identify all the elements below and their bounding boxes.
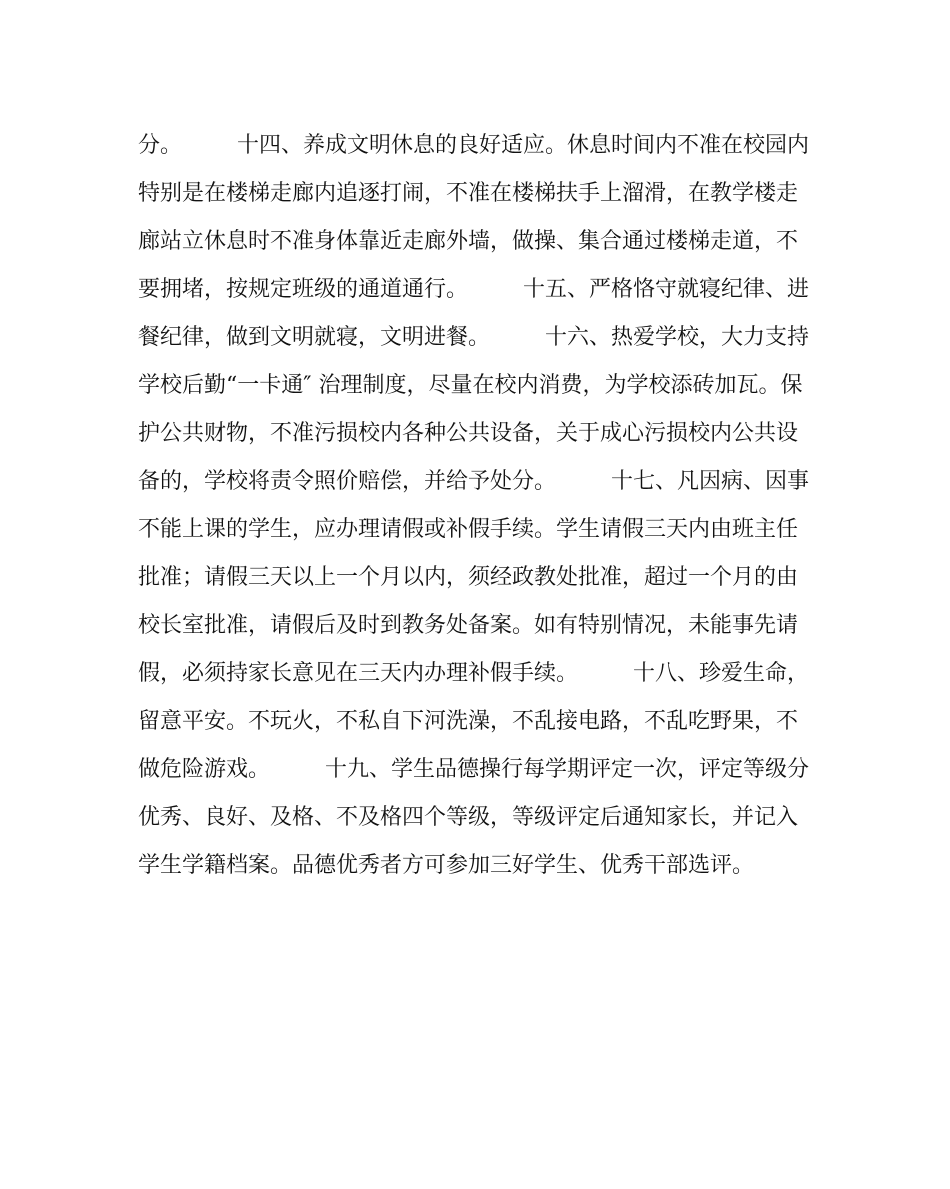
text-line: 留意平安。不玩火，不私自下河洗澡，不乱接电路，不乱吃野果，不 xyxy=(138,709,799,734)
text-line: 特别是在楼梯走廊内追逐打闹，不准在楼梯扶手上溜滑，在教学楼走 xyxy=(138,181,799,206)
text-line: 不能上课的学生，应办理请假或补假手续。学生请假三天内由班主任 xyxy=(138,517,799,542)
text-line: 护公共财物，不准污损校内各种公共设备，关于成心污损校内公共设 xyxy=(138,421,799,446)
text-line: 廊站立休息时不准身体靠近走廊外墙，做操、集合通过楼梯走道，不 xyxy=(138,229,799,254)
text-line: 学生学籍档案。品德优秀者方可参加三好学生、优秀干部选评。 xyxy=(138,853,755,878)
text-line: 做危险游戏。 十九、学生品德操行每学期评定一次，评定等级分 xyxy=(138,757,810,782)
text-line: 假，必须持家长意见在三天内办理补假手续。 十八、珍爱生命， xyxy=(138,661,810,686)
text-line: 批准；请假三天以上一个月以内，须经政教处批准，超过一个月的由 xyxy=(138,565,799,590)
text-line: 校长室批准，请假后及时到教务处备案。如有特别情况，未能事先请 xyxy=(138,613,799,638)
text-line: 要拥堵，按规定班级的通道通行。 十五、严格恪守就寝纪律、进 xyxy=(138,277,810,302)
body-text xyxy=(138,122,818,890)
text-line: 分。 十四、养成文明休息的良好适应。休息时间内不准在校园内 xyxy=(138,133,810,158)
text-line: 优秀、良好、及格、不及格四个等级，等级评定后通知家长，并记入 xyxy=(138,805,799,830)
text-line: 餐纪律，做到文明就寝，文明进餐。 十六、热爱学校，大力支持 xyxy=(138,325,810,350)
text-line: 学校后勤“一卡通″ 治理制度，尽量在校内消费，为学校添砖加瓦。保 xyxy=(138,373,803,398)
text-line: 备的，学校将责令照价赔偿，并给予处分。 十七、凡因病、因事 xyxy=(138,469,810,494)
